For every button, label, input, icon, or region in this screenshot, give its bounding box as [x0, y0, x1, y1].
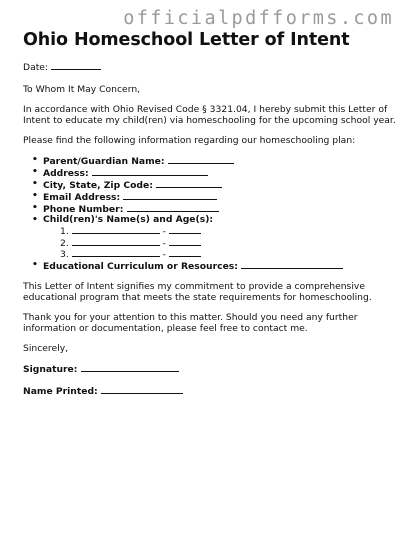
list-item — [43, 155, 403, 167]
child-row-separator: - — [162, 226, 166, 237]
phone-field[interactable] — [127, 203, 219, 212]
parent-name-field[interactable] — [168, 155, 234, 164]
name-printed-label: Name Printed: — [23, 385, 98, 397]
list-item — [43, 191, 403, 203]
intro-paragraph: In accordance with Ohio Revised Code § 3321.04, I hereby submit this Letter of Intent to educate my child(ren) via homeschooling for the upcoming school year. — [23, 104, 396, 126]
child-row-number: 3. — [60, 249, 69, 261]
list-item — [43, 260, 403, 272]
list-item — [43, 167, 403, 179]
email-label: Email Address: — [43, 192, 121, 203]
child-age-field[interactable] — [169, 237, 201, 246]
thanks-paragraph: Thank you for your attention to this matter. Should you need any further information or documentation, please feel free to contact me. — [23, 311, 358, 334]
date-field[interactable] — [51, 61, 101, 70]
phone-label: Phone Number: — [43, 204, 124, 215]
date-line — [23, 61, 403, 73]
children-label: Child(ren)'s Name(s) and Age(s): — [43, 214, 214, 225]
closing: Sincerely, — [23, 342, 69, 354]
info-fields-list — [23, 155, 403, 272]
child-row-separator: - — [162, 237, 166, 249]
signature-field[interactable] — [81, 363, 179, 372]
children-list — [43, 225, 403, 260]
name-printed-field[interactable] — [101, 385, 183, 394]
list-item — [43, 179, 403, 191]
watermark: officialpdfforms.com — [123, 8, 394, 29]
city-state-zip-field[interactable] — [156, 179, 222, 188]
child-row-separator: - — [162, 249, 166, 261]
child-row-number: 1. — [60, 226, 69, 237]
curriculum-label: Educational Curriculum or Resources: — [43, 260, 238, 272]
child-row-number: 2. — [60, 237, 69, 249]
child-row — [60, 225, 403, 237]
city-state-zip-label: City, State, Zip Code: — [43, 180, 153, 191]
child-name-field[interactable] — [72, 225, 160, 234]
child-name-field[interactable] — [72, 248, 160, 257]
date-label: Date: — [23, 62, 49, 73]
address-field[interactable] — [92, 167, 208, 176]
signature-label: Signature: — [23, 363, 78, 375]
commitment-paragraph: This Letter of Intent signifies my commitment to provide a comprehensive educational program that meets the state requirements for homeschooling. — [23, 280, 372, 303]
child-row — [60, 237, 403, 249]
curriculum-field[interactable] — [241, 260, 343, 269]
parent-name-label: Parent/Guardian Name: — [43, 156, 165, 167]
child-age-field[interactable] — [169, 225, 201, 234]
info-lead-in: Please find the following information regarding our homeschooling plan: — [23, 135, 356, 146]
salutation: To Whom It May Concern, — [23, 84, 141, 95]
name-printed-line — [23, 385, 403, 397]
list-item — [43, 215, 403, 260]
letter-page — [23, 30, 403, 397]
email-field[interactable] — [123, 191, 217, 200]
child-row — [60, 248, 403, 260]
page-title: Ohio Homeschool Letter of Intent — [23, 30, 350, 50]
signature-line — [23, 363, 403, 375]
child-age-field[interactable] — [169, 248, 201, 257]
address-label: Address: — [43, 168, 89, 179]
child-name-field[interactable] — [72, 237, 160, 246]
